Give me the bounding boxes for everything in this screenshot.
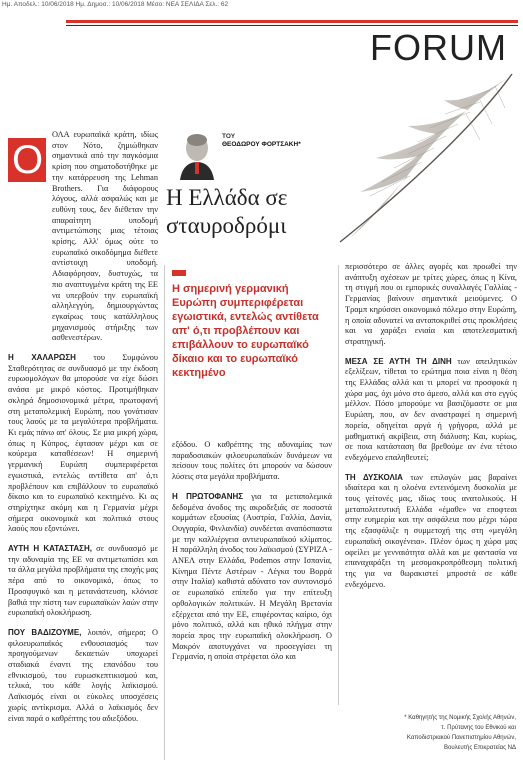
footnote-line: τ. Πρύτανης του Εθνικού και	[441, 725, 516, 731]
footnote-line: * Καθηγητής της Νομικής Σχολής Αθηνών,	[404, 715, 516, 721]
paragraph-text: των απειλητικών εξελίξεων, τίθεται το ερώτημα ποια είναι η θέση της Ελλάδας αλλά και τι μπορεί να προσφοκά η χώρα μας, όχι μόνο στο άμεσο, αλλά και στο εγγύς μέλλον. Πόσο μπορούμε να βασιζόμαστε σε μια Ευρώπη, που, αν δεν αναστραφεί η σημερινή πορεία, οδηγείται αργά ή γρήγορα, αλλά με μαθηματική ακρίβεια, στη διάλυση; Και, κυρίως, σε ποια κατάσταση θα βρεθούμε αν ένα τέτοιο ενδεχόμενο επαληθευτεί;	[345, 356, 517, 462]
article-paragraph-intro	[8, 130, 158, 344]
dropcap-letter: Ο	[12, 138, 44, 182]
paragraph-lead: ΑΥΤΗ Η ΚΑΤΑΣΤΑΣΗ,	[8, 544, 92, 554]
top-dark-rule	[66, 25, 518, 26]
paragraph-text: για τα μεταπολεμικά δεδομένα άνοδος της ακροδεξιάς σε ποσοστά κομμάτων εξουσίας (Αυστρία, Γαλλία, Δανία, Ουγγαρία, Φινλανδία) συνδέεται αναπόσπαστα με την καλλιέργεια αντιευρωπαϊκού κλίματος. Η παράλληλη άνοδος του λαϊκισμού (ΣΥΡΙΖΑ - ΑΝΕΛ στην Ελλάδα, Podemos στην Ισπανία, Κίνημα Πέντε Αστέρων - Λέγκα του Βορρά στην Ιταλία) καθιστά αδύνατο τον συντονισμό σε ευρωπαϊκό επίπεδο για την επίτευξη ορθολογικών πολιτικών. Η Μεγάλη Βρετανία εξέρχεται από την ΕΕ, επιφέροντας καίριο, όχι μόνο πολιτικό, αλλά και ηθικό πλήγμα στην πορεία προς την ευρωπαϊκή ολοκλήρωση. Ο Μακρόν αποτυγχάνει να προσεγγίσει τη Γερμανία, η οποία στρέφεται όλο και	[172, 491, 332, 662]
section-title: FORUM	[370, 27, 507, 68]
footnote-line: Καποδιστριακού Πανεπιστημίου Αθηνών,	[406, 735, 516, 741]
author-prefix: ΤΟΥ	[222, 133, 236, 140]
article-column-2	[172, 440, 332, 672]
column-divider	[338, 265, 339, 705]
author-portrait-icon	[178, 128, 216, 180]
article-paragraph	[345, 357, 517, 464]
article-paragraph	[8, 544, 158, 619]
article-intro-text: ΟΛΑ ευρωπαϊκά κράτη, ιδίως στον Νότο, ζημιώθηκαν σημαντικά από την παγκόσμια κρίση που σηματοδοτήθηκε με την κατάρρευση της Lehman Brothers. Για διάφορους λόγους, αλλά ασφαλώς και με ευθύνη τους, δεν διέθεταν την απαραίτητη υποδομή αντιμετώπισης μιας τέτοιας κρίσης. Αλλ' όμως ούτε το ευρωπαϊκό οικοδόμημα διέθετε αντίστοιχη υποδομή. Αδιαφόρησαν, δυστυχώς, τα πιο αναπτυγμένα κράτη της ΕΕ να υπερβούν την ευρωπαϊκή αλληλεγγύη, δημιουργώντας εγκαίρως τους κατάλληλους μηχανισμούς στήριξης των ασθενεστέρων.	[52, 130, 158, 343]
article-column-1	[8, 130, 158, 733]
top-red-rule	[66, 20, 518, 23]
article-column-3	[345, 262, 517, 599]
article-paragraph	[345, 473, 517, 591]
paragraph-text: εξόδου. Ο καθρέπτης της αδυναμίας των παραδοσιακών φιλοευρωπαϊκών δυνάμεων να πείσουν τους πολίτες ότι μπορούν να δώσουν λύσεις στα μεγάλα προβλήματα.	[172, 440, 332, 482]
paragraph-text: του Συμφώνου Σταθερότητας σε συνδυασμό με την έκδοση ευρωομολόγων θα μπορούσε να είχε δώσει ανάσα με μικρό κόστος. Προτιμήθηκαν σκληρά δημοσιονομικά μέτρα, πρωτοφανή στη μεταπολεμική Ευρώπη, που γονάτισαν τους λαούς με τα μεγαλύτερα προβλήματα. Κι εμάς πάνω απ' όλους. Σε μια μικρή χώρα, όπως η Κύπρος, έφτασαν μέχρι και σε κούρεμα καταθέσεων! Η σημερινή γερμανική Ευρώπη συμπεριφέρεται εγωιστικά, εντελώς αντίθετα απ' ό,τι προβλέπουν και επιβάλλουν το ευρωπαϊκό δίκαιο και το ευρωπαϊκό κεκτημένο. Κι ας στηρίχτηκε ακόμη και η Γερμανία μέχρι σήμερα οικονομικά και πολιτικά στους λαούς που εξοντώνει.	[8, 353, 158, 534]
author-name: ΘΕΟΔΩΡΟΥ ΦΟΡΤΣΑΚΗ*	[222, 141, 301, 148]
article-paragraph	[8, 628, 158, 724]
article-paragraph	[172, 440, 332, 483]
pullquote-marker	[172, 270, 186, 276]
author-footnote	[356, 713, 516, 753]
article-paragraph	[8, 353, 158, 535]
paragraph-lead: Η ΧΑΛΑΡΩΣΗ	[8, 353, 76, 363]
paragraph-lead: ΠΟΥ ΒΑΔΙΖΟΥΜΕ,	[8, 627, 82, 637]
paragraph-text: σε συνδυασμό με την αδυναμία της ΕΕ να αντιμετωπίσει και τα άλλα μεγάλα προβλήματα της εποχής μας πέρα από το οικονομικό, όπως το Προσφυγικό και η μετανάστευση, κλόνισε βαθιά την πίστη των ευρωπαϊκών λαών στην ευρωπαϊκή ολοκλήρωση.	[8, 544, 159, 618]
article-headline: Η Ελλάδα σε σταυροδρόμι	[166, 185, 288, 238]
paragraph-lead: Η ΠΡΩΤΟΦΑΝΗΣ	[172, 491, 244, 501]
column-divider	[164, 265, 165, 760]
paragraph-text: των επιλογών μας βαραίνει ιδιαίτερα και η ολοένα εντεινόμενη δυσκολία με τους γείτονές μας, ιδίως τους ανατολικούς. Η μεταπολιτευτική Ελλάδα «έμαθε» να εποφτεαι στην ευημερία και την ασφάλεια που μέχρι τώρα της εξασφάλιζε η συμμετοχή της στη «μεγάλη ευρωπαϊκή οικογένεια». Πλέον όμως η χώρα μας οφείλει με γενναιότητα αλλά και με φαντασία να επαναχαράξει τη μεσομακροπρόθεσμη πολιτική της για να θωρακιστεί μπροστά σε κάθε ενδεχόμενο.	[345, 472, 517, 589]
feather-icon	[330, 68, 520, 243]
footnote-line: Βουλευτής Επικρατείας ΝΔ	[444, 745, 516, 751]
pull-quote: Η σημερινή γερμανική Ευρώπη συμπεριφέρεται εγωιστικά, εντελώς αντίθετα απ' ό,τι προβλέπουν και επιβάλλουν το ευρωπαϊκό δίκαιο και το ευρωπαϊκό κεκτημένο	[172, 283, 319, 379]
paragraph-text: περισσότερο σε άλλες αγορές και προωθεί την ανάπτυξη σχέσεων με τρίτες χώρες, όπως η Κίνα, τη στιγμή που οι εμπορικές συναλλαγές Γαλλίας - Γερμανίας βαίνουν σημαντικά μειούμενες. Ο Τραμπ κηρύσσει οικονομικό πόλεμο στην Ευρώπη, η οποία αδυνατεί να ανταποκριθεί στις προκλήσεις και να χαράξει ενιαία και αποτελεσματική στρατηγική.	[345, 262, 517, 346]
clipping-meta: Ημ. Αποδελ.: 10/06/2018 Ημ. Δημοσ.: 10/06/2018 Μέσο: ΝΕΑ ΣΕΛΙΔΑ Σελ.: 62	[2, 1, 229, 8]
paragraph-text: λοιπόν, σήμερα; Ο φιλοευρωπαϊκός ενθουσιασμός των προηγούμενων δεκαετιών υποχωρεί σταδιακά έναντι της επανόδου του εθνικισμού, του ευρωσκεπτικισμού και, τελικά, του κάθε λογής λαϊκισμού. Λαϊκισμός είναι οι εύκολες υποσχέσεις χωρίς αντίκρισμα. Αλλά ο λαϊκισμός δεν είναι παρά ο καθρέπτης του αδιεξόδου.	[8, 627, 159, 723]
article-paragraph	[345, 262, 517, 348]
paragraph-lead: ΤΗ ΔΥΣΚΟΛΙΑ	[345, 472, 403, 482]
article-paragraph	[172, 492, 332, 663]
paragraph-lead: ΜΕΣΑ ΣΕ ΑΥΤΗ ΤΗ ΔΙΝΗ	[345, 356, 452, 366]
